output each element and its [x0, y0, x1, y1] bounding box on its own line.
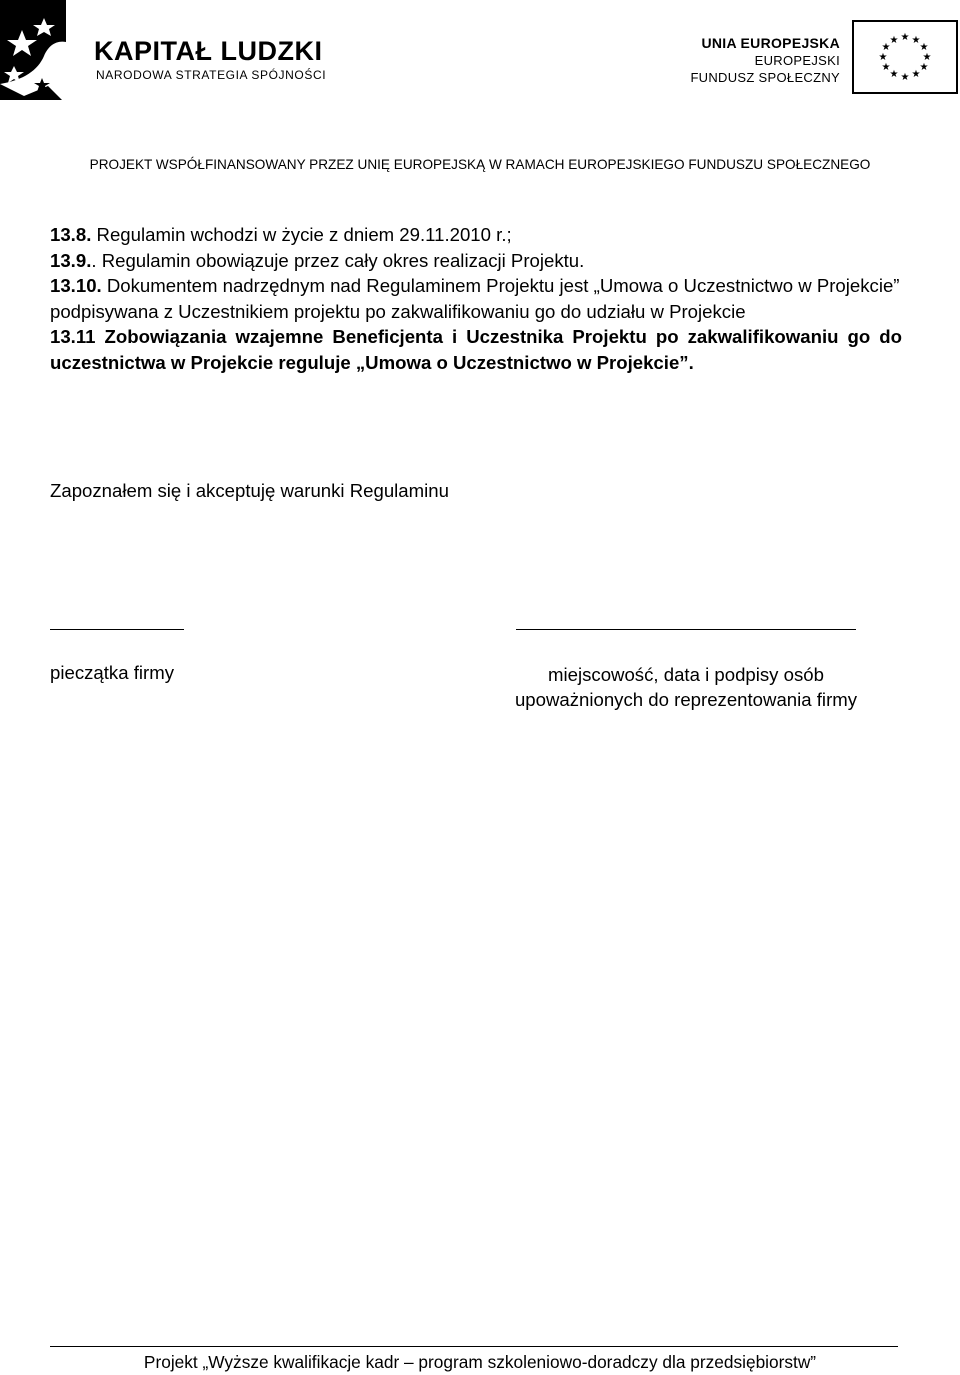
- clause-number: 13.9.: [50, 249, 92, 271]
- clause-text: Dokumentem nadrzędnym nad Regulaminem Projektu jest „Umowa o Uczestnictwo w Projekcie” podpisywana z Uczestnikiem projektu po zakwalifikowaniu go do udziału w Projekcie: [50, 275, 900, 322]
- clause-text: . Regulamin obowiązuje przez cały okres realizacji Projektu.: [91, 249, 585, 271]
- signature-label-line2: upoważnionych do reprezentowania firmy: [514, 689, 858, 710]
- eu-logo-line1: UNIA EUROPEJSKA: [701, 35, 840, 51]
- stamp-label: pieczątka firmy: [50, 662, 174, 683]
- clause-13-8: [50, 222, 902, 248]
- eu-flag-icon: [852, 20, 958, 94]
- footer-divider: [50, 1346, 898, 1347]
- kapital-ludzki-subtitle: NARODOWA STRATEGIA SPÓJNOŚCI: [96, 68, 327, 82]
- svg-text:★: ★: [878, 52, 888, 63]
- eu-logo-line2: EUROPEJSKI: [754, 53, 840, 68]
- svg-text:★: ★: [911, 35, 921, 46]
- svg-text:★: ★: [922, 52, 932, 63]
- svg-text:★: ★: [919, 62, 929, 73]
- clause-13-11: 13.11 Zobowiązania wzajemne Beneficjenta i Uczestnika Projektu po zakwalifikowaniu go do uczestnictwa w Projekcie reguluje „Umowa o Uczestnictwo w Projekcie”.: [50, 326, 902, 373]
- eu-logo-text: [690, 35, 840, 86]
- clause-text: Regulamin wchodzi w życie z dniem 29.11.2010 r.;: [91, 224, 512, 245]
- acceptance-statement: Zapoznałem się i akceptuję warunki Regulaminu: [50, 480, 449, 501]
- stamp-signature-line: [50, 629, 184, 630]
- signature-label-line1: miejscowość, data i podpisy osób: [548, 664, 824, 685]
- kapital-ludzki-title: KAPITAŁ LUDZKI: [94, 36, 323, 66]
- regulation-clauses: [50, 222, 902, 375]
- footer-project-name: Projekt „Wyższe kwalifikacje kadr – program szkoleniowo-doradczy dla przedsiębiorstw”: [143, 1352, 817, 1372]
- svg-text:★: ★: [881, 62, 891, 73]
- signature-line: [516, 629, 856, 630]
- clause-13-10: [50, 273, 902, 324]
- svg-text:★: ★: [889, 69, 899, 80]
- project-cofinancing-header: PROJEKT WSPÓŁFINANSOWANY PRZEZ UNIĘ EUROPEJSKĄ W RAMACH EUROPEJSKIEGO FUNDUSZU SPOŁECZNEGO: [89, 157, 871, 172]
- eu-logo-line3: FUNDUSZ SPOŁECZNY: [690, 70, 840, 85]
- svg-text:★: ★: [889, 35, 899, 46]
- svg-text:★: ★: [919, 42, 929, 53]
- clause-number: 13.8.: [50, 224, 92, 245]
- svg-text:★: ★: [900, 32, 910, 43]
- clause-13-9: [50, 248, 902, 274]
- svg-text:★: ★: [911, 69, 921, 80]
- signature-label: [500, 662, 872, 712]
- svg-text:★: ★: [900, 72, 910, 83]
- clause-number: 13.10.: [50, 275, 102, 296]
- svg-text:★: ★: [881, 42, 891, 53]
